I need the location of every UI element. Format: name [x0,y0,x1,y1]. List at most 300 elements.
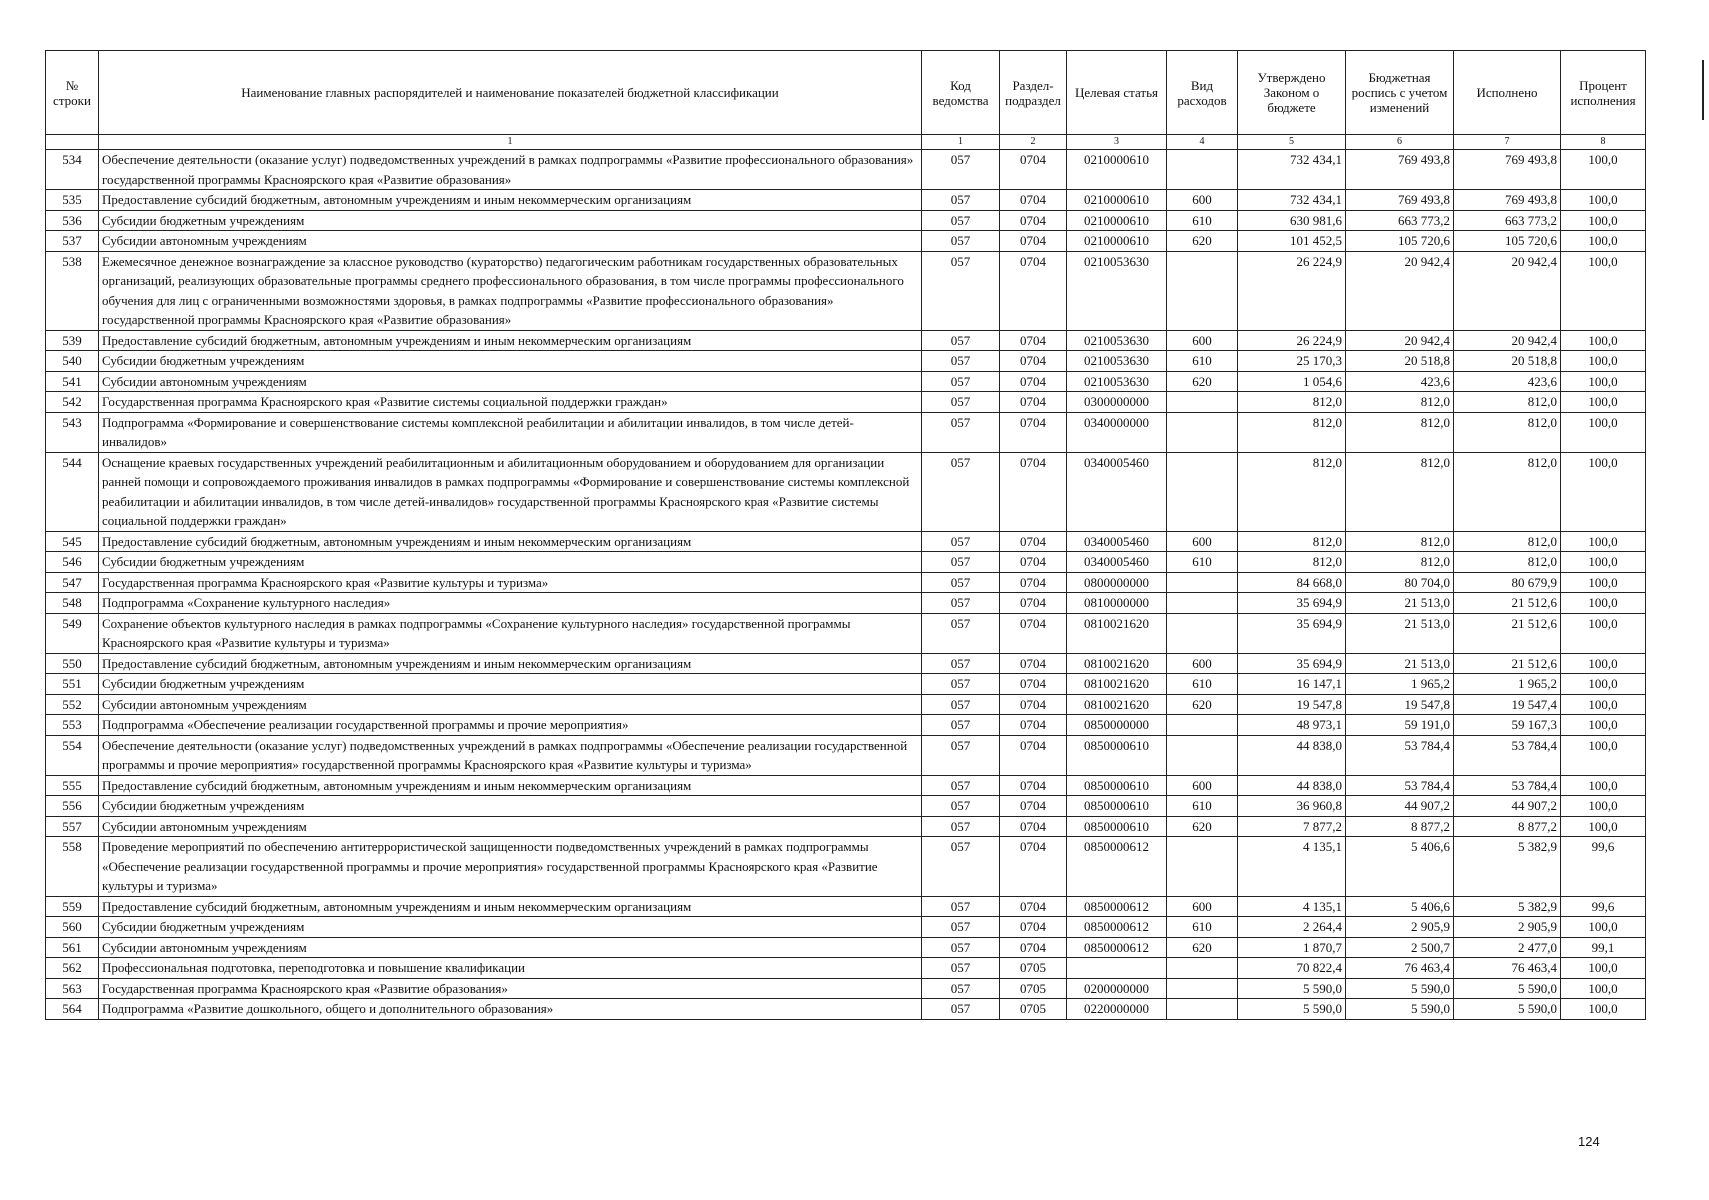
budget-list-amount: 1 965,2 [1346,674,1454,695]
approved-amount: 16 147,1 [1238,674,1346,695]
row-name: Проведение мероприятий по обеспечению антитеррористической защищенности подведомственных учреждений в рамках подпрограммы «Обеспечение реализации государственной программы и прочие мероприятия» государственной программы Красноярского края «Развитие культуры и туризма» [99,837,922,897]
approved-amount: 630 981,6 [1238,210,1346,231]
executed-amount: 44 907,2 [1454,796,1561,817]
approved-amount: 5 590,0 [1238,999,1346,1020]
budget-list-amount: 812,0 [1346,412,1454,452]
expense-type [1167,999,1238,1020]
section-code: 0704 [1000,896,1067,917]
percent-executed: 100,0 [1561,392,1646,413]
row-name: Субсидии бюджетным учреждениям [99,210,922,231]
budget-list-amount: 80 704,0 [1346,572,1454,593]
table-row [46,330,1646,351]
target-code: 0210000610 [1067,231,1167,252]
table-row [46,150,1646,190]
percent-executed: 100,0 [1561,674,1646,695]
dept-code: 057 [922,452,1000,531]
page-number: 124 [1578,1134,1600,1149]
row-number: 539 [46,330,99,351]
header-row-no: № строки [46,51,99,135]
executed-amount: 21 512,6 [1454,653,1561,674]
column-number: 4 [1167,135,1238,150]
dept-code: 057 [922,917,1000,938]
budget-list-amount: 20 942,4 [1346,251,1454,330]
executed-amount: 76 463,4 [1454,958,1561,979]
section-code: 0704 [1000,371,1067,392]
table-row [46,392,1646,413]
expense-type: 600 [1167,653,1238,674]
dept-code: 057 [922,351,1000,372]
target-code: 0850000612 [1067,837,1167,897]
executed-amount: 812,0 [1454,531,1561,552]
percent-executed: 99,6 [1561,837,1646,897]
executed-amount: 105 720,6 [1454,231,1561,252]
row-name: Субсидии автономным учреждениям [99,371,922,392]
executed-amount: 21 512,6 [1454,613,1561,653]
section-code: 0704 [1000,796,1067,817]
dept-code: 057 [922,552,1000,573]
header-executed: Исполнено [1454,51,1561,135]
row-name: Субсидии бюджетным учреждениям [99,917,922,938]
table-row [46,816,1646,837]
dept-code: 057 [922,775,1000,796]
percent-executed: 100,0 [1561,816,1646,837]
section-code: 0704 [1000,917,1067,938]
column-number: 1 [922,135,1000,150]
target-code: 0850000612 [1067,937,1167,958]
section-code: 0704 [1000,937,1067,958]
expense-type: 610 [1167,674,1238,695]
target-code: 0810021620 [1067,694,1167,715]
percent-executed: 100,0 [1561,572,1646,593]
row-number: 546 [46,552,99,573]
budget-execution-table [45,50,1646,1020]
row-number: 559 [46,896,99,917]
percent-executed: 100,0 [1561,351,1646,372]
scan-edge-mark [1702,60,1704,120]
section-code: 0705 [1000,978,1067,999]
section-code: 0704 [1000,653,1067,674]
dept-code: 057 [922,531,1000,552]
row-name: Субсидии бюджетным учреждениям [99,796,922,817]
target-code: 0850000612 [1067,896,1167,917]
target-code: 0850000610 [1067,816,1167,837]
section-code: 0704 [1000,552,1067,573]
dept-code: 057 [922,653,1000,674]
row-number: 552 [46,694,99,715]
percent-executed: 100,0 [1561,796,1646,817]
target-code: 0210053630 [1067,330,1167,351]
expense-type [1167,392,1238,413]
budget-list-amount: 2 500,7 [1346,937,1454,958]
dept-code: 057 [922,837,1000,897]
percent-executed: 100,0 [1561,210,1646,231]
target-code: 0850000610 [1067,796,1167,817]
budget-list-amount: 5 406,6 [1346,896,1454,917]
percent-executed: 100,0 [1561,552,1646,573]
approved-amount: 35 694,9 [1238,613,1346,653]
row-number: 540 [46,351,99,372]
target-code: 0340000000 [1067,412,1167,452]
executed-amount: 5 590,0 [1454,999,1561,1020]
executed-amount: 53 784,4 [1454,735,1561,775]
expense-type: 620 [1167,694,1238,715]
expense-type [1167,452,1238,531]
expense-type: 620 [1167,231,1238,252]
executed-amount: 2 905,9 [1454,917,1561,938]
executed-amount: 663 773,2 [1454,210,1561,231]
executed-amount: 812,0 [1454,412,1561,452]
table-row [46,694,1646,715]
budget-list-amount: 44 907,2 [1346,796,1454,817]
approved-amount: 36 960,8 [1238,796,1346,817]
row-name: Оснащение краевых государственных учреждений реабилитационным и абилитационным оборудованием и оборудованием для организации ранней помощи и сопровождаемого проживания инвалидов в рамках подпрограммы «Формирование и совершенствование системы комплексной реабилитации и абилитации инвалидов, в том числе детей-инвалидов» государственной программы Красноярского края «Развитие системы социальной поддержки граждан» [99,452,922,531]
row-name: Сохранение объектов культурного наследия в рамках подпрограммы «Сохранение культурного наследия» государственной программы Красноярского края «Развитие культуры и туризма» [99,613,922,653]
column-number: 2 [1000,135,1067,150]
expense-type [1167,251,1238,330]
row-name: Подпрограмма «Сохранение культурного наследия» [99,593,922,614]
table-row [46,735,1646,775]
executed-amount: 812,0 [1454,452,1561,531]
budget-list-amount: 812,0 [1346,552,1454,573]
section-code: 0705 [1000,999,1067,1020]
expense-type: 620 [1167,371,1238,392]
target-code: 0850000000 [1067,715,1167,736]
row-name: Предоставление субсидий бюджетным, автономным учреждениям и иным некоммерческим организациям [99,653,922,674]
target-code: 0210053630 [1067,251,1167,330]
dept-code: 057 [922,572,1000,593]
approved-amount: 35 694,9 [1238,653,1346,674]
budget-list-amount: 8 877,2 [1346,816,1454,837]
header-name: Наименование главных распорядителей и наименование показателей бюджетной классификации [99,51,922,135]
table-row [46,796,1646,817]
section-code: 0705 [1000,958,1067,979]
table-row [46,552,1646,573]
budget-list-amount: 21 513,0 [1346,593,1454,614]
dept-code: 057 [922,231,1000,252]
table-body [46,150,1646,1020]
expense-type [1167,613,1238,653]
section-code: 0704 [1000,775,1067,796]
executed-amount: 21 512,6 [1454,593,1561,614]
dept-code: 057 [922,593,1000,614]
table-row [46,251,1646,330]
executed-amount: 812,0 [1454,392,1561,413]
table-row [46,613,1646,653]
expense-type [1167,735,1238,775]
approved-amount: 84 668,0 [1238,572,1346,593]
budget-list-amount: 105 720,6 [1346,231,1454,252]
section-code: 0704 [1000,572,1067,593]
row-name: Субсидии автономным учреждениям [99,937,922,958]
row-number: 551 [46,674,99,695]
dept-code: 057 [922,251,1000,330]
approved-amount: 812,0 [1238,531,1346,552]
budget-list-amount: 20 942,4 [1346,330,1454,351]
approved-amount: 7 877,2 [1238,816,1346,837]
dept-code: 057 [922,896,1000,917]
row-number: 542 [46,392,99,413]
header-percent: Процент исполнения [1561,51,1646,135]
approved-amount: 70 822,4 [1238,958,1346,979]
table-row [46,351,1646,372]
percent-executed: 100,0 [1561,694,1646,715]
budget-list-amount: 5 406,6 [1346,837,1454,897]
table-row [46,837,1646,897]
target-code [1067,958,1167,979]
row-number: 537 [46,231,99,252]
section-code: 0704 [1000,816,1067,837]
table-row [46,715,1646,736]
approved-amount: 48 973,1 [1238,715,1346,736]
target-code: 0810000000 [1067,593,1167,614]
expense-type: 610 [1167,351,1238,372]
budget-list-amount: 812,0 [1346,531,1454,552]
dept-code: 057 [922,796,1000,817]
row-name: Подпрограмма «Развитие дошкольного, общего и дополнительного образования» [99,999,922,1020]
approved-amount: 812,0 [1238,392,1346,413]
header-dept: Код ведомства [922,51,1000,135]
percent-executed: 100,0 [1561,150,1646,190]
approved-amount: 812,0 [1238,552,1346,573]
approved-amount: 2 264,4 [1238,917,1346,938]
row-number: 564 [46,999,99,1020]
budget-list-amount: 53 784,4 [1346,735,1454,775]
target-code: 0210000610 [1067,190,1167,211]
expense-type: 610 [1167,796,1238,817]
percent-executed: 100,0 [1561,371,1646,392]
percent-executed: 99,1 [1561,937,1646,958]
row-name: Предоставление субсидий бюджетным, автономным учреждениям и иным некоммерческим организациям [99,190,922,211]
row-number: 550 [46,653,99,674]
approved-amount: 25 170,3 [1238,351,1346,372]
table-row [46,978,1646,999]
expense-type [1167,412,1238,452]
table-row [46,999,1646,1020]
header-expense-type: Вид расходов [1167,51,1238,135]
budget-list-amount: 423,6 [1346,371,1454,392]
row-name: Подпрограмма «Обеспечение реализации государственной программы и прочие мероприятия» [99,715,922,736]
section-code: 0704 [1000,330,1067,351]
row-name: Профессиональная подготовка, переподготовка и повышение квалификации [99,958,922,979]
table-row [46,593,1646,614]
expense-type: 620 [1167,937,1238,958]
approved-amount: 812,0 [1238,412,1346,452]
executed-amount: 423,6 [1454,371,1561,392]
table-row [46,937,1646,958]
section-code: 0704 [1000,150,1067,190]
section-code: 0704 [1000,392,1067,413]
dept-code: 057 [922,330,1000,351]
row-number: 536 [46,210,99,231]
row-name: Субсидии автономным учреждениям [99,694,922,715]
expense-type: 610 [1167,210,1238,231]
approved-amount: 4 135,1 [1238,896,1346,917]
executed-amount: 8 877,2 [1454,816,1561,837]
expense-type: 600 [1167,190,1238,211]
row-number: 545 [46,531,99,552]
header-approved: Утверждено Законом о бюджете [1238,51,1346,135]
expense-type [1167,715,1238,736]
percent-executed: 100,0 [1561,531,1646,552]
executed-amount: 5 590,0 [1454,978,1561,999]
target-code: 0200000000 [1067,978,1167,999]
section-code: 0704 [1000,190,1067,211]
approved-amount: 5 590,0 [1238,978,1346,999]
section-code: 0704 [1000,837,1067,897]
table-row [46,231,1646,252]
row-number: 554 [46,735,99,775]
target-code: 0800000000 [1067,572,1167,593]
row-name: Обеспечение деятельности (оказание услуг) подведомственных учреждений в рамках подпрограммы «Обеспечение реализации государственной программы и прочие мероприятия» государственной программы Красноярского края «Развитие культуры и туризма» [99,735,922,775]
table-row [46,210,1646,231]
column-number-row [46,135,1646,150]
target-code: 0210000610 [1067,150,1167,190]
dept-code: 057 [922,978,1000,999]
row-name: Государственная программа Красноярского края «Развитие образования» [99,978,922,999]
target-code: 0850000610 [1067,775,1167,796]
budget-list-amount: 20 518,8 [1346,351,1454,372]
row-name: Обеспечение деятельности (оказание услуг) подведомственных учреждений в рамках подпрограммы «Развитие профессионального образования» государственной программы Красноярского края «Развитие образования» [99,150,922,190]
percent-executed: 100,0 [1561,251,1646,330]
section-code: 0704 [1000,613,1067,653]
row-number: 538 [46,251,99,330]
approved-amount: 19 547,8 [1238,694,1346,715]
table-row [46,674,1646,695]
dept-code: 057 [922,150,1000,190]
target-code: 0810021620 [1067,653,1167,674]
row-number: 562 [46,958,99,979]
row-name: Субсидии бюджетным учреждениям [99,674,922,695]
approved-amount: 732 434,1 [1238,190,1346,211]
executed-amount: 2 477,0 [1454,937,1561,958]
table-row [46,775,1646,796]
approved-amount: 26 224,9 [1238,330,1346,351]
budget-list-amount: 812,0 [1346,452,1454,531]
executed-amount: 1 965,2 [1454,674,1561,695]
dept-code: 057 [922,613,1000,653]
executed-amount: 5 382,9 [1454,896,1561,917]
percent-executed: 100,0 [1561,330,1646,351]
expense-type: 600 [1167,330,1238,351]
approved-amount: 44 838,0 [1238,775,1346,796]
section-code: 0704 [1000,735,1067,775]
target-code: 0810021620 [1067,674,1167,695]
budget-list-amount: 769 493,8 [1346,150,1454,190]
executed-amount: 5 382,9 [1454,837,1561,897]
approved-amount: 44 838,0 [1238,735,1346,775]
expense-type [1167,593,1238,614]
dept-code: 057 [922,735,1000,775]
row-number: 548 [46,593,99,614]
expense-type [1167,958,1238,979]
row-number: 543 [46,412,99,452]
dept-code: 057 [922,412,1000,452]
row-number: 560 [46,917,99,938]
header-section: Раздел-подраздел [1000,51,1067,135]
row-name: Предоставление субсидий бюджетным, автономным учреждениям и иным некоммерческим организациям [99,896,922,917]
dept-code: 057 [922,210,1000,231]
expense-type [1167,572,1238,593]
executed-amount: 20 518,8 [1454,351,1561,372]
executed-amount: 80 679,9 [1454,572,1561,593]
approved-amount: 4 135,1 [1238,837,1346,897]
row-number: 534 [46,150,99,190]
budget-list-amount: 2 905,9 [1346,917,1454,938]
approved-amount: 26 224,9 [1238,251,1346,330]
approved-amount: 1 054,6 [1238,371,1346,392]
budget-list-amount: 5 590,0 [1346,978,1454,999]
target-code: 0220000000 [1067,999,1167,1020]
expense-type: 600 [1167,896,1238,917]
percent-executed: 100,0 [1561,735,1646,775]
percent-executed: 100,0 [1561,231,1646,252]
budget-list-amount: 663 773,2 [1346,210,1454,231]
row-name: Предоставление субсидий бюджетным, автономным учреждениям и иным некоммерческим организациям [99,775,922,796]
dept-code: 057 [922,958,1000,979]
row-name: Ежемесячное денежное вознаграждение за классное руководство (кураторство) педагогическим работникам государственных образовательных организаций, реализующих образовательные программы среднего профессионального образования, в том числе программы профессионального обучения для лиц с ограниченными возможностями здоровья, в рамках подпрограммы «Развитие профессионального образования» государственной программы Красноярского края «Развитие образования» [99,251,922,330]
budget-list-amount: 59 191,0 [1346,715,1454,736]
table-row [46,412,1646,452]
expense-type [1167,978,1238,999]
target-code: 0340005460 [1067,452,1167,531]
row-name: Государственная программа Красноярского края «Развитие системы социальной поддержки граждан» [99,392,922,413]
column-number [46,135,99,150]
executed-amount: 59 167,3 [1454,715,1561,736]
section-code: 0704 [1000,674,1067,695]
row-number: 549 [46,613,99,653]
budget-list-amount: 53 784,4 [1346,775,1454,796]
row-number: 535 [46,190,99,211]
target-code: 0300000000 [1067,392,1167,413]
row-name: Субсидии автономным учреждениям [99,816,922,837]
target-code: 0340005460 [1067,531,1167,552]
section-code: 0704 [1000,694,1067,715]
target-code: 0210053630 [1067,371,1167,392]
percent-executed: 100,0 [1561,999,1646,1020]
approved-amount: 101 452,5 [1238,231,1346,252]
expense-type: 610 [1167,552,1238,573]
budget-list-amount: 76 463,4 [1346,958,1454,979]
section-code: 0704 [1000,210,1067,231]
column-number: 1 [99,135,922,150]
approved-amount: 812,0 [1238,452,1346,531]
column-number: 5 [1238,135,1346,150]
dept-code: 057 [922,694,1000,715]
section-code: 0704 [1000,231,1067,252]
percent-executed: 100,0 [1561,917,1646,938]
row-name: Предоставление субсидий бюджетным, автономным учреждениям и иным некоммерческим организациям [99,531,922,552]
dept-code: 057 [922,937,1000,958]
percent-executed: 100,0 [1561,593,1646,614]
row-number: 557 [46,816,99,837]
table-row [46,572,1646,593]
row-name: Субсидии бюджетным учреждениям [99,351,922,372]
section-code: 0704 [1000,452,1067,531]
column-number: 7 [1454,135,1561,150]
row-number: 556 [46,796,99,817]
column-number: 8 [1561,135,1646,150]
row-number: 561 [46,937,99,958]
row-name: Субсидии автономным учреждениям [99,231,922,252]
percent-executed: 100,0 [1561,653,1646,674]
section-code: 0704 [1000,531,1067,552]
section-code: 0704 [1000,715,1067,736]
row-name: Субсидии бюджетным учреждениям [99,552,922,573]
executed-amount: 53 784,4 [1454,775,1561,796]
budget-list-amount: 5 590,0 [1346,999,1454,1020]
target-code: 0810021620 [1067,613,1167,653]
expense-type: 620 [1167,816,1238,837]
